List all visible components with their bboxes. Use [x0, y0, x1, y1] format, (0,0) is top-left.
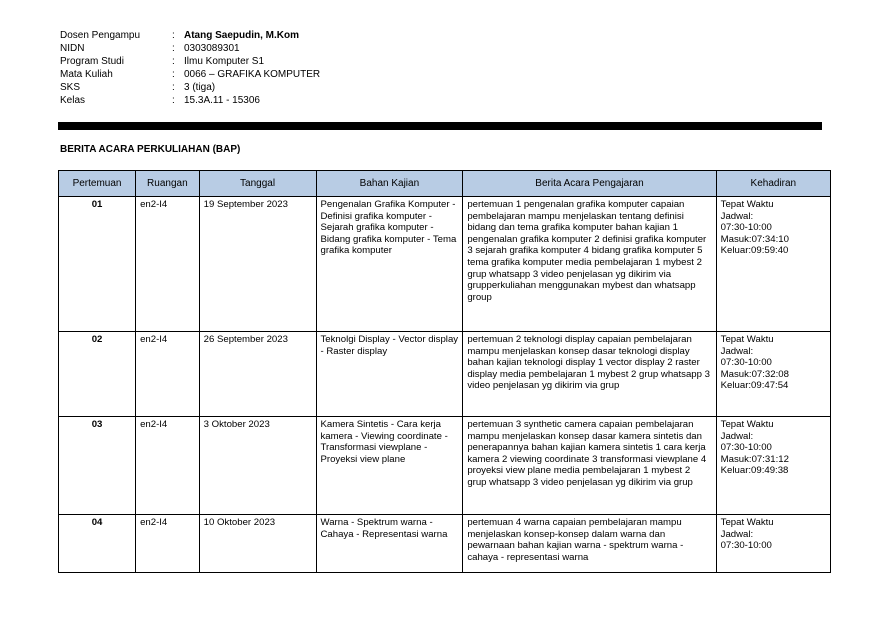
- table-header-row: [59, 171, 831, 197]
- cell-kehadiran: [716, 417, 830, 515]
- info-row-matkul: [60, 69, 320, 82]
- cell-pertemuan: 02: [59, 332, 136, 417]
- cell-ruangan: en2-I4: [136, 417, 200, 515]
- cell-berita-acara: pertemuan 3 synthetic camera capaian pembelajaran mampu menjelaskan konsep dasar kamera sintetis dan penerapannya bahan kajian kamera sintetis 1 cara kerja kamera 2 viewing coordinate 3 transformasi viewplane 4 proyeksi view plane media pembelajaran 1 mybest 2 grup whatsapp 3 video penjelasan yg dikirim via grup: [463, 417, 716, 515]
- kehadiran-jadwal-label: Jadwal:: [720, 345, 754, 357]
- info-row-dosen: [60, 30, 320, 43]
- table-row: [59, 197, 831, 332]
- table-row: [59, 332, 831, 417]
- cell-ruangan: en2-I4: [136, 197, 200, 332]
- kehadiran-masuk: Masuk:07:31:12: [720, 453, 789, 465]
- bap-table: [58, 170, 831, 573]
- cell-bahan-kajian: Teknolgi Display - Vector display - Raster display: [316, 332, 463, 417]
- cell-bahan-kajian: Warna - Spektrum warna - Cahaya - Representasi warna: [316, 515, 463, 573]
- kehadiran-jadwal-label: Jadwal:: [720, 210, 754, 222]
- cell-ruangan: en2-I4: [136, 515, 200, 573]
- cell-kehadiran: [716, 197, 830, 332]
- cell-kehadiran: [716, 515, 830, 573]
- kehadiran-status: Tepat Waktu: [720, 199, 774, 210]
- cell-kehadiran: [716, 332, 830, 417]
- kehadiran-jadwal: 07:30-10:00: [720, 357, 772, 369]
- kehadiran-status: Tepat Waktu: [720, 419, 774, 430]
- cell-pertemuan: 04: [59, 515, 136, 573]
- kehadiran-jadwal: 07:30-10:00: [720, 442, 772, 454]
- cell-berita-acara: pertemuan 2 teknologi display capaian pembelajaran mampu menjelaskan konsep dasar teknologi display bahan kajian teknologi display 1 vector display 2 raster display media pembelajaran 1 mybest 2 grup whatsapp 3 video penjelasan yg dikirim via grup: [463, 332, 716, 417]
- cell-bahan-kajian: Pengenalan Grafika Komputer - Definisi grafika komputer - Sejarah grafika komputer - Bidang grafika komputer - Tema grafika komputer: [316, 197, 463, 332]
- table-row: [59, 515, 831, 573]
- info-row-kelas: [60, 95, 320, 108]
- info-row-prodi: [60, 56, 320, 69]
- kelas-label: Kelas: [60, 94, 86, 106]
- header-pertemuan: Pertemuan: [59, 171, 136, 197]
- colon: :: [172, 81, 175, 93]
- info-row-nidn: [60, 43, 320, 56]
- header-berita-acara: Berita Acara Pengajaran: [463, 171, 716, 197]
- cell-tanggal: 10 Oktober 2023: [199, 515, 316, 573]
- cell-tanggal: 26 September 2023: [199, 332, 316, 417]
- cell-tanggal: 3 Oktober 2023: [199, 417, 316, 515]
- kehadiran-status: Tepat Waktu: [720, 334, 774, 345]
- kehadiran-keluar: Keluar:09:59:40: [720, 245, 789, 257]
- header-bahan-kajian: Bahan Kajian: [316, 171, 463, 197]
- header-tanggal: Tanggal: [199, 171, 316, 197]
- cell-pertemuan: 03: [59, 417, 136, 515]
- header-kehadiran: Kehadiran: [716, 171, 830, 197]
- cell-berita-acara: pertemuan 4 warna capaian pembelajaran mampu menjelaskan konsep-konsep dalam warna dan pewarnaan bahan kajian warna - spektrum warna - cahaya - representasi warna: [463, 515, 716, 573]
- kehadiran-keluar: Keluar:09:47:54: [720, 380, 789, 392]
- kehadiran-status: Tepat Waktu: [720, 517, 774, 528]
- cell-bahan-kajian: Kamera Sintetis - Cara kerja kamera - Viewing coordinate - Transformasi viewplane - Proyeksi view plane: [316, 417, 463, 515]
- nidn-value: 0303089301: [184, 42, 240, 54]
- kehadiran-masuk: Masuk:07:32:08: [720, 368, 789, 380]
- divider-rule: [58, 122, 822, 130]
- cell-ruangan: en2-I4: [136, 332, 200, 417]
- cell-berita-acara: pertemuan 1 pengenalan grafika komputer capaian pembelajaran mampu menjelaskan tentang definisi bidang dan tema grafika komputer bahan kajian 1 pengenalan grafika komputer 2 definisi grafika komputer 3 sejarah grafika komputer 4 bidang grafika komputer 5 tema grafika komputer media pembelajaran 1 mybest 2 grup whatsapp 3 video penjelasan yg dikirim via grupperkuliahan menggunakan mybest dan whatsapp group: [463, 197, 716, 332]
- dosen-value: Atang Saepudin, M.Kom: [184, 30, 299, 41]
- header-ruangan: Ruangan: [136, 171, 200, 197]
- sks-value: 3 (tiga): [184, 81, 216, 93]
- kehadiran-jadwal: 07:30-10:00: [720, 222, 772, 234]
- kehadiran-jadwal-label: Jadwal:: [720, 430, 754, 442]
- kehadiran-keluar: Keluar:09:49:38: [720, 465, 789, 477]
- kelas-value: 15.3A.11 - 15306: [184, 94, 260, 106]
- nidn-label: NIDN: [60, 42, 85, 54]
- prodi-value: Ilmu Komputer S1: [184, 55, 265, 67]
- kehadiran-jadwal-label: Jadwal:: [720, 528, 754, 540]
- colon: :: [172, 42, 175, 54]
- prodi-label: Program Studi: [60, 55, 124, 67]
- colon: :: [172, 94, 175, 106]
- course-info: [60, 30, 320, 107]
- kehadiran-masuk: Masuk:07:34:10: [720, 233, 789, 245]
- info-row-sks: [60, 82, 320, 95]
- cell-pertemuan: 01: [59, 197, 136, 332]
- section-title: BERITA ACARA PERKULIAHAN (BAP): [60, 144, 241, 155]
- matkul-label: Mata Kuliah: [60, 68, 113, 80]
- colon: :: [172, 55, 175, 67]
- colon: :: [172, 68, 175, 80]
- sks-label: SKS: [60, 81, 81, 93]
- table-row: [59, 417, 831, 515]
- dosen-label: Dosen Pengampu: [60, 30, 141, 41]
- matkul-value: 0066 – GRAFIKA KOMPUTER: [184, 68, 321, 80]
- kehadiran-jadwal: 07:30-10:00: [720, 540, 772, 552]
- cell-tanggal: 19 September 2023: [199, 197, 316, 332]
- colon: :: [172, 30, 175, 41]
